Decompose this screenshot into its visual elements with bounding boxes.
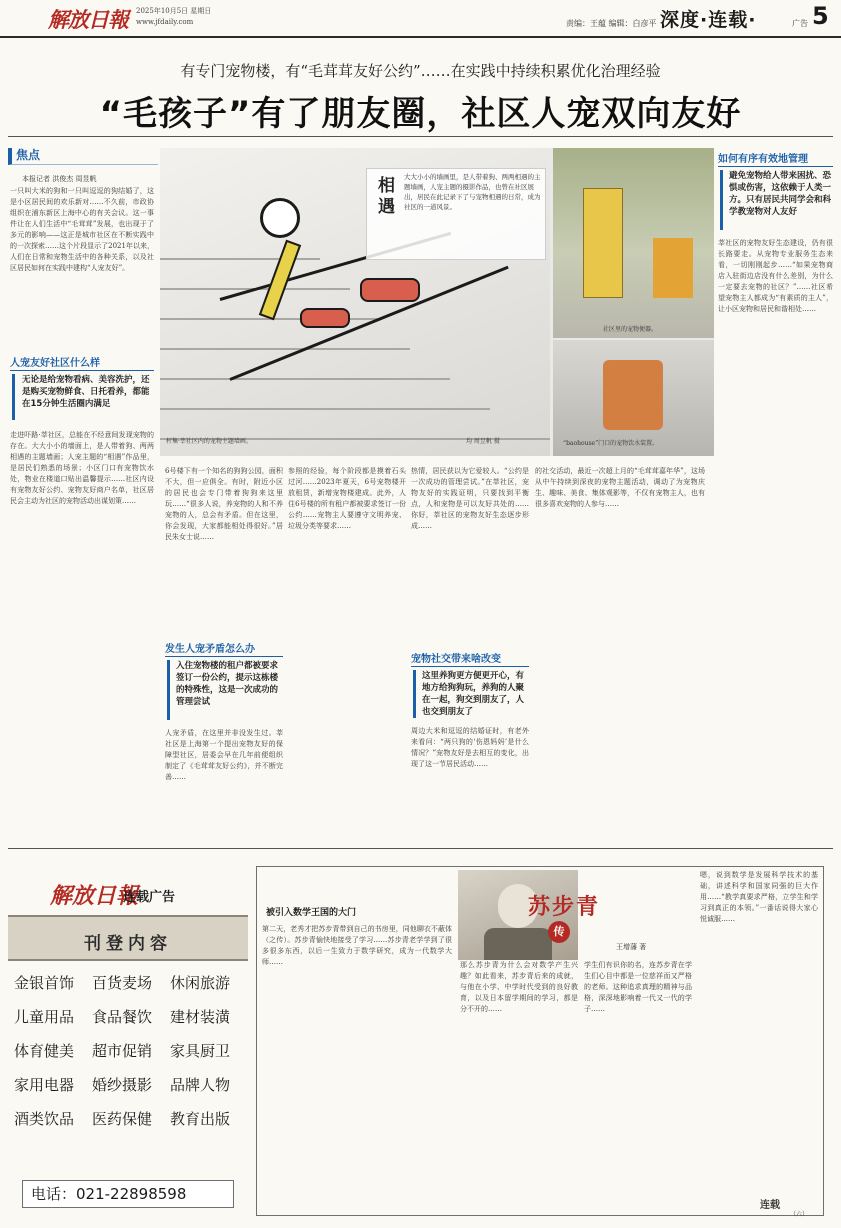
placard-text: 大大小小的墙画里，是人带着狗、两两相遇的主题墙画，人宠主题的摄影作品，也曾在社区展出，居民在此记录下了与宠物相遇的日常，成为社区的一道风景。 <box>404 173 541 211</box>
article-headline: “毛孩子”有了朋友圈，社区人宠双向友好 <box>99 94 742 134</box>
mural-dog <box>360 278 420 302</box>
ad-item: 食品餐饮 <box>92 1008 153 1026</box>
ad-banner-title: 刊登内容 <box>84 934 172 954</box>
mural-figure-body <box>259 240 301 321</box>
serial-body-2: 那么苏步青为什么会对数学产生兴趣？如此看来，苏步青后来的成就，与他在小学、中学时代受到的良好教育，以及日本留学期间的学习，都是分不开的…… <box>460 961 578 1013</box>
serial-installment: （六） <box>790 1211 809 1218</box>
serial-body-1: 第二天，老秀才把苏步青带到自己的书房里，同他聊衣不蔽体（之传）。苏步青愉快地接受了学习……苏步青老学学到了很多很多东西，以后一生致力于数学研究，成为一代数学大师…… <box>262 925 452 966</box>
water-station-photo <box>553 340 714 456</box>
col2-pull-bar <box>167 660 170 720</box>
section1-heading: 人宠友好社区什么样 <box>10 354 154 371</box>
serial-chapter-title: 被引入数学王国的大门 <box>266 908 357 918</box>
photo-credit: 均 周昱帆 摄 <box>466 438 500 445</box>
col6-pull-bar <box>720 170 723 230</box>
ad-item: 百货麦场 <box>92 974 153 992</box>
col3-body: 参照的经验，每个阶段都是摸着石头过河……2023年夏天，6号宠物楼开放租赁，新增宠物楼建成。此外，人住6号楼的所有租户都被要求签订一份公约……宠物主人要遵守文明养宠、垃圾分类等要求…… <box>288 467 406 530</box>
water-device <box>603 360 663 430</box>
biography-badge: 传 <box>548 921 570 943</box>
col2-pull-quote: 入住宠物楼的租户都被要求签订一份公约，提示这栋楼的特殊性，这是一次成功的管理尝试 <box>176 661 279 707</box>
page-number: 5 <box>812 2 829 30</box>
newspaper-logo: 解放日報 <box>48 7 128 32</box>
serial-body-3: 学生们有识你的名，连苏步青在学生们心目中都是一位慈祥而又严格的老师。这种追求真理的精神与品格，深深地影响着一代又一代的学子…… <box>584 961 692 1013</box>
headline-divider <box>8 136 833 137</box>
page-header <box>0 0 841 38</box>
mural-figure-head <box>260 198 300 238</box>
serial-continued-tag: 连载 <box>760 1200 780 1211</box>
col5-body: 的社交活动，最近一次超上月的“毛茸茸嘉年华”，这场从中午持续到深夜的宠物主题活动，调动了为宠物庆生、趣味、美食、集体观影等，不仅有宠物主人，也有很多喜欢宠物的人参与…… <box>535 467 705 508</box>
ad-item: 医药保健 <box>92 1110 153 1128</box>
serial-author: 王增藩 著 <box>616 943 647 951</box>
col4-pull-bar <box>413 670 416 718</box>
issue-date: 2025年10月5日 星期日 <box>136 7 212 15</box>
ad-title: 连载广告 <box>123 890 176 905</box>
wet-floor-sign <box>653 238 693 298</box>
col2-heading: 发生人宠矛盾怎么办 <box>165 640 283 657</box>
ad-item: 教育出版 <box>170 1110 231 1128</box>
ad-item: 超市促销 <box>92 1042 153 1060</box>
ad-item: 婚纱摄影 <box>92 1076 153 1094</box>
portrait-body <box>484 928 552 960</box>
col4-heading: 宠物社交带来啥改变 <box>411 650 529 667</box>
intro-paragraph: 一只叫大米的狗和一只叫逗逗的狗结婚了，这是小区居民间的欢乐新对……不久前，市政协组织在浦东新区上海中心的有关会议。这一事件让在人们生活中“毛茸茸”发展，也出现于了多元的影响——这正是城市社区在不断实践中的一次探索……这个片段显示了2021年以来，人们在日常和宠物生活中的各种关系，以及社区居民如何在实践中建构“人宠友好”。 <box>10 187 154 272</box>
article-subtitle: 有专门宠物楼，有“毛茸茸友好公约”……在实践中持续积累优化治理经验 <box>180 62 661 80</box>
serial-body-4: 嗯，说到数学是发展科学技术的基础，讲述科学和国家同强的巨大作用……“教学真要求严格，立学生和学习到真正的本领。”一番话说得大家心悦诚服…… <box>700 871 818 923</box>
placard-title: 相遇 <box>374 176 394 218</box>
ad-item: 建材装潢 <box>170 1008 231 1026</box>
ad-item: 品牌人物 <box>170 1076 231 1094</box>
section-title: 深度·连载· <box>660 9 757 31</box>
photo-caption-bottom-right: “baohouse”门口的宠物饮水装置。 <box>563 440 659 447</box>
pull-quote-bar <box>12 374 15 420</box>
section1-body: 走进吓路·莘社区，总能在不经意间发现宠物的存在。大大小小的墙面上，是人带着狗、两两相遇的主题墙画；人宠主题的“相遇”作品里，是居民们熟悉的场景；小区门口有宠物饮水处，物业在楼道口贴出温馨提示……社区内设有宠物友好公约、宠物友好商户名单，社区居民会主动为社区的宠物活动出谋划策…… <box>10 431 154 505</box>
photo-caption-left: 杆集·莘社区内的宠物主题墙画。 <box>166 438 252 445</box>
mural-dog-2 <box>300 308 350 328</box>
website-url[interactable]: www.jfdaily.com <box>136 18 194 26</box>
feature-photo <box>160 148 714 456</box>
col4-body: 热情，居民获以为它爱较人。“公约是一次成功的管理尝试。”在莘社区，宠物友好的实践证明，只要找到平衡点，人和宠物是可以友好共处的……你好，莘社区的宠物友好生态逐步形成…… <box>411 467 529 530</box>
col2-body-2: 人宠矛盾，在这里并非没发生过。莘社区是上海第一个提出宠物友好的保障型社区，居委会早在几年前便组织制定了《毛茸茸友好公约》，并不断完善…… <box>165 729 283 781</box>
col4-pull-quote: 这里养狗更方便更开心，有地方给狗狗玩，养狗的人聚在一起，狗交到朋友了，人也交到朋友了 <box>422 671 525 717</box>
ad-item: 家用电器 <box>14 1076 75 1094</box>
ad-tag: 广告 <box>792 19 808 28</box>
ad-item: 体育健美 <box>14 1042 75 1060</box>
pet-toilet-photo <box>553 148 714 338</box>
ad-phone[interactable]: 电话：021-22898598 <box>22 1180 234 1208</box>
col4-body-2: 周边大米和逗逗的结婚证时，有老外来看问：“两只狗的‘伤恩妈妈’是什么情况？”宠物友好是去相互的变化，出现了这一节居民活动…… <box>411 727 529 768</box>
pet-station-post <box>583 188 623 298</box>
section1-pull-quote: 无论是给宠物看病、美容洗护，还是购买宠物鲜食、日托看养，都能在15分钟生活圈内满足 <box>22 375 150 409</box>
photo-caption-top-right: 社区里的宠物便器。 <box>603 326 658 333</box>
editors-credit: 责编：王蕴 编辑：白彦平 <box>566 19 657 28</box>
focus-section-tag: 焦点 <box>8 148 158 165</box>
serial-subject-name: 苏步青 <box>528 895 601 920</box>
col6-heading: 如何有序有效地管理 <box>718 150 833 167</box>
ad-logo: 解放日報 <box>50 883 139 909</box>
section-divider <box>8 848 833 849</box>
col6-body: 莘社区的宠物友好生态建设，仍有很长路要走。从宠物专业服务生态来看，一切刚刚起步……“如果宠物商店入驻街边店没有什么差别，为什么一定要去宠物的社区？”……社区希望宠物主人都成为“有素质的主人”，让小区宠物和居民和谐相处…… <box>718 239 833 313</box>
reporter-byline: 本报记者 洪俊杰 周昱帆 <box>22 175 97 183</box>
ad-item: 休闲旅游 <box>170 974 231 992</box>
ad-item: 酒类饮品 <box>14 1110 75 1128</box>
ad-item: 家具厨卫 <box>170 1042 231 1060</box>
col6-pull-quote: 避免宠物给人带来困扰、恐惧或伤害，这依赖于人类一方。只有居民共同学会和科学教宠物对人友好 <box>729 171 832 217</box>
ad-item: 金银首饰 <box>14 974 75 992</box>
col2-body: 6号楼下有一个知名的狗狗公园，面积不大，但一应俱全。有时，附近小区的居民也会专门带着狗狗来这里玩……“很多人说，养宠物的人和不养宠物的人，总会有矛盾。但在这里，你会发现，大家都能相处得很好。”居民朱女士说…… <box>165 467 283 541</box>
ad-item: 儿童用品 <box>14 1008 75 1026</box>
